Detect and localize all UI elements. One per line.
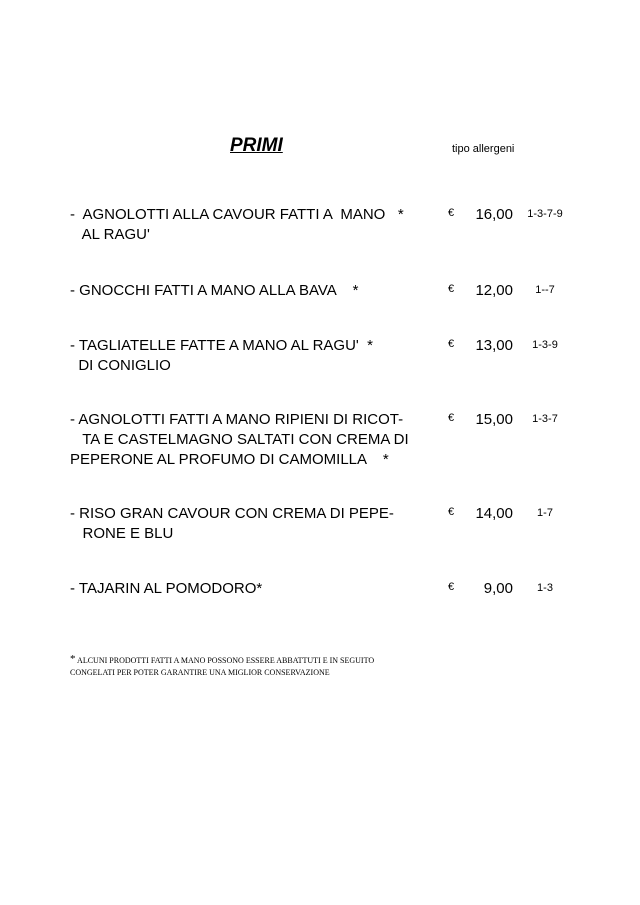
footnote-line-2: CONGELATI PER POTER GARANTIRE UNA MIGLIOR CONSERVAZIONE <box>70 668 330 677</box>
item-price: 16,00 <box>475 206 513 223</box>
item-allergens: 1-3-9 <box>532 339 558 351</box>
item-name: - TAGLIATELLE FATTE A MANO AL RAGU' * DI CONIGLIO <box>70 337 373 374</box>
item-price: 9,00 <box>483 580 513 597</box>
item-name: - GNOCCHI FATTI A MANO ALLA BAVA * <box>70 282 359 299</box>
item-price: 13,00 <box>475 337 513 354</box>
item-name: - AGNOLOTTI FATTI A MANO RIPIENI DI RICOT- TA E CASTELMAGNO SALTATI CON CREMA DI PEPERONE AL PROFUMO DI CAMOMILLA * <box>70 411 409 468</box>
item-allergens: 1--7 <box>535 284 555 296</box>
item-name: - TAJARIN AL POMODORO* <box>70 580 263 597</box>
item-allergens: 1-3-7-9 <box>527 208 563 220</box>
currency-symbol: € <box>448 581 455 593</box>
section-title: PRIMI <box>230 135 283 156</box>
currency-symbol: € <box>448 283 455 295</box>
footnote-asterisk: * <box>70 653 76 665</box>
item-price: 14,00 <box>475 505 513 522</box>
item-allergens: 1-3-7 <box>532 413 558 425</box>
item-name: - AGNOLOTTI ALLA CAVOUR FATTI A MANO * AL RAGU' <box>70 206 404 243</box>
footnote <box>70 653 490 679</box>
item-allergens: 1-3 <box>537 582 553 594</box>
currency-symbol: € <box>448 412 455 424</box>
footnote-line-1: ALCUNI PRODOTTI FATTI A MANO POSSONO ESSERE ABBATTUTI E IN SEGUITO <box>75 656 375 665</box>
item-name: - RISO GRAN CAVOUR CON CREMA DI PEPE- RONE E BLU <box>70 505 394 542</box>
allergen-column-header: tipo allergeni <box>452 143 515 155</box>
currency-symbol: € <box>448 338 455 350</box>
item-price: 15,00 <box>475 411 513 428</box>
currency-symbol: € <box>448 207 455 219</box>
currency-symbol: € <box>448 506 455 518</box>
item-allergens: 1-7 <box>537 507 553 519</box>
item-price: 12,00 <box>475 282 513 299</box>
